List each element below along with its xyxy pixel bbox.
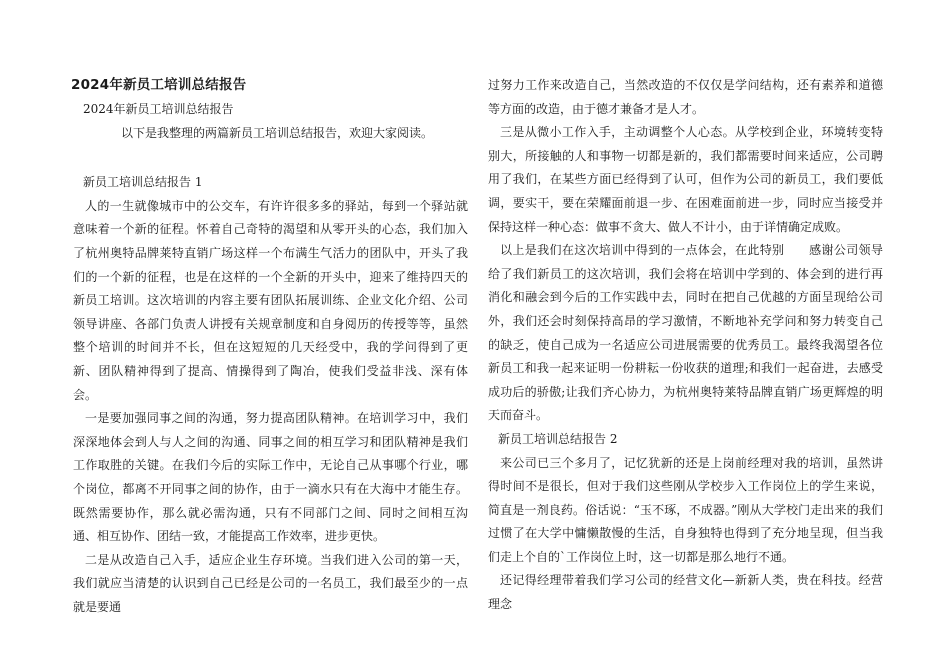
report2-heading: 新员工培训总结报告 2 bbox=[498, 431, 618, 446]
right-column bbox=[488, 74, 883, 617]
document-subtitle: 2024年新员工培训总结报告 bbox=[83, 102, 234, 116]
left-column bbox=[73, 72, 468, 619]
paragraph: 人的一生就像城市中的公交车，有许许很多多的驿站，每到一个驿站就意味着一个新的征程。怀着自己奇特的渴望和从零开头的心态，我们加入了杭州奥特品牌莱特直销广场这样一个布满生气活力的团队中，开头了我们的一个新的征程，也是在这样的一个全新的开头中，迎来了维持四天的新员工培训。这次培训的内容主要有团队拓展训练、企业文化介绍、公司领导讲座、各部门负责人讲授有关规章制度和自身阅历的传授等等，虽然整个培训的时间并不长，但在这短短的几天经受中，我的学问得到了更新、团队精神得到了提高、情操得到了陶冶，使我们受益非浅、深有体会。 bbox=[73, 198, 468, 402]
paragraph: 来公司已三个多月了，记忆犹新的还是上岗前经理对我的培训，虽然讲得时间不是很长，但对于我们这些刚从学校步入工作岗位上的学生来说，简直是一剂良药。俗话说：“玉不琢，不成器。”刚从大学校门走出来的我们过惯了在大学中慵懒散慢的生活，自身独特也得到了充分地呈现，但当我们走上个自的`工作岗位上时，这一切都是那么地行不通。 bbox=[488, 455, 883, 564]
paragraph: 过努力工作来改造自己，当然改造的不仅仅是学问结构，还有素养和道德等方面的改造，由于德才兼备才是人才。 bbox=[488, 78, 883, 116]
report1-heading: 新员工培训总结报告 1 bbox=[83, 175, 203, 190]
paragraph: 三是从微小工作入手，主动调整个人心态。从学校到企业，环境转变特别大，所接触的人和事物一切都是新的，我们都需要时间来适应，公司聘用了我们，在某些方面已经得到了认可，但作为公司的新员工，我们要低调，要实干，要在荣耀面前退一步、在困难面前进一步，同时应当接受并保持这样一种心态：做事不贪大、做人不计小，由于详情确定成败。 bbox=[488, 125, 883, 234]
document-title: 2024年新员工培训总结报告 bbox=[71, 77, 247, 93]
intro-text: 以下是我整理的两篇新员工培训总结报告，欢迎大家阅读。 bbox=[121, 125, 434, 140]
paragraph: 以上是我们在这次培训中得到的一点体会，在此特别 感谢公司领导给了我们新员工的这次培训，我们会将在培训中学到的、体会到的进行再消化和融会到今后的工作实践中去，同时在把自己优越的方面呈现给公司外，我们还会时刻保持高昂的学习激情，不断地补充学问和努力转变自己的缺乏，使自己成为一名适应公司进展需要的优秀员工。最终我渴望各位新员工和我一起来证明一份耕耘一份收获的道理;和我们一起奋进，去感受成功后的骄傲;让我们齐心协力，为杭州奥特莱特品牌直销广场更辉煌的明天而奋斗。 bbox=[488, 243, 883, 423]
paragraph: 一是要加强同事之间的沟通，努力提高团队精神。在培训学习中，我们深深地体会到人与人之间的沟通、同事之间的相互学习和团队精神是我们工作取胜的关键。在我们今后的实际工作中，无论自己从事哪个行业，哪个岗位，都离不开同事之间的协作，由于一滴水只有在大海中才能生存。既然需要协作，那么就必需沟通，只有不同部门之间、同时之间相互沟通、相互协作、团结一致，才能提高工作效率，进步更快。 bbox=[73, 411, 468, 544]
paragraph: 二是从改造自己入手，适应企业生存环境。当我们进入公司的第一天，我们就应当清楚的认识到自己已经是公司的一名员工，我们最至少的一点就是要通 bbox=[73, 552, 468, 614]
paragraph: 还记得经理带着我们学习公司的经营文化—新新人类，贵在科技。经营理念 bbox=[488, 573, 883, 612]
spacer bbox=[73, 145, 468, 171]
